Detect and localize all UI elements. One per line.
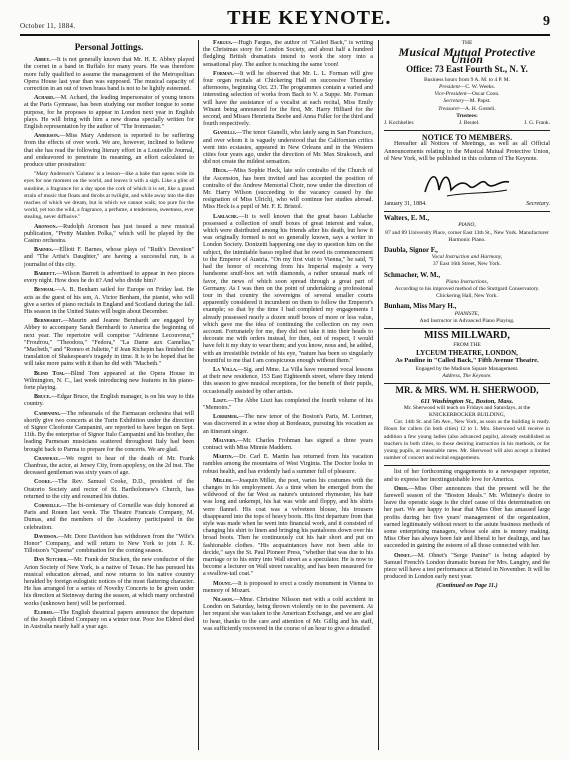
trustee: J. Kochheller.: [384, 120, 415, 127]
jotting-runin: Aronson.: [34, 223, 58, 230]
jotting-text: —M. Ohnet's "Serge Panine" is being adapted by Samuel French's London dramatic bureau for Mrs. Langtry, and the piece will have a test performance at Bristol in November. It will be produced in London early next year.: [384, 552, 550, 581]
millward-engaged: Engaged by the Madison Square Management.: [415, 365, 519, 372]
jotting-text: —Maurin and Jeanne Bernhardt are engaged by Abbey to accompany Sarah Bernhardt to America the beginning of next year. The repertoire will comprise "Adrienne Lecouvreur," "Froufrou," "Theodora," "Fedora," "La Dame aux Camelias," "Macbeth," and "Romeo et Juliette," if Jean Richepin has finished the translation of Shakespeare's tragedy in time. It is to be hoped that he will take more pains with it than he did with "Macbeth.": [24, 318, 194, 368]
jotting-text: —The new tenor of the Boston's Paris, M. Lorimer, was discovered in a wine shop at Bordeaux, pursuing his vocation as an itinerant singer.: [203, 414, 373, 435]
jotting-item: [384, 469, 550, 483]
jotting-runin: Martin.: [213, 454, 234, 461]
sherwood-address: 611 Washington St., Boston, Mass.: [420, 397, 514, 405]
jotting-text: —We regret to hear of the death of Mr. Frank Chanfrau, the actor, at Jersey City, from apoplexy, on the 2d inst. The deceased gentleman was sixty years of age.: [24, 455, 194, 477]
notice-footer: [384, 201, 550, 208]
sherwood-name: MR. & MRS. WM. H. SHERWOOD,: [395, 385, 539, 396]
jotting-item: [24, 271, 194, 285]
business-card: [384, 303, 550, 325]
jotting-text: —Miss Ober announces that the present will be the farewell season of the "Boston Ideals." Mr. Whitney's desire to leave the operatic stage is the chief cause of this determination on her part. We are happy to hear that Miss Ober has amassed large profits during her five years' management of the organization, earned legitimately without resort to the astute business methods of some enterprising managers, whose sole aim is money making. Miss Ober has always been fair and liberal to her dealings, and has succeeded in gaining the esteem of all those connected with her.: [384, 485, 550, 550]
jotting-text: —Blind Tom appeared at the Opera House in Wilmington, N. C., last week introducing new features in his piano-forte playing.: [24, 370, 194, 391]
business-card: [384, 247, 550, 269]
trustee: J. Beutel.: [458, 120, 480, 127]
card-detail: 87 and 89 University Place, corner East 13th St., New York. Manufacturer Harmonic Piano.: [385, 229, 549, 243]
millward-name: MISS MILLWARD,: [424, 330, 510, 342]
jotting-item: [24, 371, 194, 393]
jotting-item: [203, 478, 373, 579]
officers-list: [384, 84, 550, 113]
officer-line: [384, 98, 550, 105]
jotting-text: —Wilson Barrett is advertised to appear in two pieces every night. How does he do it? And who divide him?: [24, 270, 194, 285]
jotting-item: [203, 398, 373, 412]
jotting-runin: Blind Tom.: [34, 370, 65, 377]
card-line: Vocal Instruction and Harmony,: [431, 254, 503, 261]
jotting-item: [384, 553, 550, 582]
union-title: Musical Mutual Protective Union: [398, 45, 536, 67]
officer-role: President: [439, 84, 460, 91]
millward-theatre: LYCEUM THEATRE, LONDON,: [416, 348, 518, 357]
trustee: J. G. Frank.: [524, 120, 550, 127]
officer-role: Secretary: [443, 98, 465, 105]
jotting-runin: Mount.: [213, 580, 232, 587]
jotting-text: —It is well known that the great basso Lablache possessed a collection of snuff boxes of great interest and value, which were distributed among his friends after his death, but how it was originally formed is not so generally known, says a writer in London Society. Donizetti happening one day to question him on the subject, the inimitable basso replied that he owed its commencement to the Emperor of Austria. "On my first visit to Vienna," he said, "I had the honor of receiving from his Imperial majesty a very handsome snuff-box set with diamonds, a rather unusual mark of favor, the news of which soon spread through a great part of Germany. As I was then on the point of undertaking a professional tour in that country the sovereigns of several smaller courts apparently considered it incumbent on them to follow the Emperor's example; so that by the time I had completed my engagements I already possessed nearly a dozen snuff boxes of more or less value, which gave me the idea of continuing the collection on my own account. Fortunately for me, they did not take it into their heads to decorate me with orders instead, for then, out of respect, I would have felt it my duty to wear them; and you know, nous and, he added, with an irresistible twinkle of his eye, "nature has been so singularly bountiful to me that I am conspicuous enough without them.": [203, 213, 373, 364]
jotting-item: [203, 454, 373, 476]
divider: [384, 328, 550, 329]
jotting-runin: Achard.: [34, 95, 55, 102]
card-name: Walters, E. M.,: [384, 214, 430, 223]
jotting-item: [203, 438, 373, 452]
business-card: [384, 215, 550, 244]
jotting-text: —Miss Mary Anderson is reported to be suffering from the effects of over work. We are, however, inclined to believe that she has read the following literary effort in a Louisville Journal, and endeavored to penetrate its meaning, an effort calculated to produce utter prostration:: [24, 133, 194, 169]
jotting-text: —Rudolph Aronson has just issued a new musical publication, "Pretty Maiden Polka," which will be played by the Casino orchestra.: [24, 223, 194, 245]
jotting-text: —It is proposed to erect a costly monument in Vienna to memory of Mozart.: [203, 580, 373, 594]
jotting-text: —M. Achard, the leading impersonator of young tenors at the Paris Gymnase, has been studying our mother tongue to some purpose, for he proposes to appear in London next year in English plays. He will bring with him a new drama specially written for English representation by the author of "The Ironmaster.": [24, 95, 194, 131]
column-divider: [378, 40, 379, 750]
jotting-runin: Barnes.: [34, 247, 54, 254]
trustees-row: [384, 120, 550, 127]
business-card: [384, 272, 550, 301]
notice-heading: NOTICE TO MEMBERS.: [421, 133, 513, 143]
jotting-item: [24, 57, 194, 93]
jotting-runin: Anderson.: [34, 133, 60, 140]
jotting-item: [203, 581, 373, 595]
separator: —: [459, 84, 466, 91]
jotting-runin: Barrett.: [34, 270, 57, 277]
officer-name: M. Papst.: [469, 98, 491, 105]
jotting-text: —Edgar Bruce, the English manager, is on his way to this country.: [24, 394, 194, 408]
jotting-runin: Gianelli.: [213, 130, 237, 137]
separator: —: [464, 98, 470, 105]
millward-address: Address, The Keynote.: [442, 373, 492, 380]
jotting-text: —The English theatrical papers announce the departure of the Joseph Eldred Company on a winter tour. Poor Joe Eldred died in Australia nearly half a year ago.: [24, 609, 194, 631]
page-number: 9: [543, 14, 550, 29]
business-cards: [384, 215, 550, 325]
masthead: [20, 8, 550, 30]
jotting-text: —Mr. Frank der Stucken, the new conductor of the Arion Society of New York, is a native of Texas. He has pursued his musical education abroad, and now returns to his native country heralded by foreign eulogistic notices of the most flattering character. He has arranged for a series of Novelty Concerts to be given under his direction at Steinway during the season, at which many orchestral works (unknown here) will be performed.: [24, 557, 194, 607]
quoted-passage: "Mary Anderson's 'Galatea' is a lesson—like a babe that opens wide its eyes for one moment on the world, and leaves it with a sigh. Like a glint of sunshine, a fragrance for a day upon the cork of which it is set, like a grand strain of music that floats and throbs at twilight, and while away into the dim reaches of which we dream, but in which we cannot walk; too pure for the world, yet too the wild, a fragrance, a perfume, a tenderness, sweetness, ever stealing, never diffusive.": [24, 171, 194, 221]
jotting-runin: Miller.: [213, 477, 233, 484]
jotting-runin: Malvern.: [213, 437, 237, 444]
jotting-item: [24, 224, 194, 246]
jotting-runin: Cooke.: [34, 479, 52, 486]
divider: [384, 211, 550, 212]
jotting-runin: Corneille.: [34, 502, 62, 509]
jotting-runin: Fargus.: [213, 40, 233, 46]
jotting-item: [203, 71, 373, 129]
jotting-runin: Bruce.: [34, 394, 51, 401]
signature-icon: [417, 166, 517, 200]
jotting-item: [384, 486, 550, 551]
jotting-item: [24, 95, 194, 131]
jotting-runin: Campanini.: [34, 410, 61, 417]
officer-name: C. W. Weeks.: [465, 84, 495, 91]
jotting-item: [24, 534, 194, 556]
column-1: [24, 40, 194, 750]
ad-kicker: THE: [461, 40, 473, 46]
newspaper-title: THE KEYNOTE.: [227, 7, 392, 29]
sherwood-text: Mr. Sherwood will teach on Fridays and Saturdays, at the KNICKERBOCKER BUILDING,: [403, 404, 531, 418]
jotting-text: —Hugh Fargus, the author of "Called Back," is writing the Christmas story for London Society, and about half a hundred fledgling British dramatists intend to work the story into a sensational play. The author is reaching the same 'coon!: [203, 40, 373, 68]
card-detail: According to his improved method of the Stuttgard Conservatory. Chickering Hall, New York.: [394, 286, 540, 300]
jotting-item: [24, 610, 194, 632]
jotting-item: [24, 133, 194, 169]
business-hours: Business hours from 9 A. M. to 4 P. M.: [423, 76, 511, 83]
column-divider: [198, 40, 199, 750]
notice-text: Hereafter all Notices of Meetings, as well as all Official Announcements relating to the Musical Mutual Protective Union, of New York, will be published in this column of The Keynote.: [384, 141, 550, 162]
jotting-runin: Heck.: [213, 168, 228, 175]
jotting-item: [24, 287, 194, 316]
officer-name: Oscar Coon.: [472, 91, 500, 98]
section-heading: Personal Jottings.: [74, 42, 144, 52]
jotting-text: —Joaquin Miller, the poet, varies his costumes with the changes in his employment. As a time when he emerged from the wildwood of the far West as nature's untutored rhymester, his hair was long and unkempt, his hat was wide and floppy, and his shirts were flannel. His coat was a velveteen blouse, his trousers disappeared into the tops of heavy boots. His first departure from that style was made when he went into financial work, and it consisted of changing his shirt to linen and bringing his pantaloons down over his broad boots. Then he continuously cut his hair short and put on fashionable clothes. "His acquaintances have not been able to decide," says the St. Paul Pioneer Press, "whether that was due to his marriage or to his entry into Wall street as a speculator. He is now to become a lecturer on Wall street rascality, and has been measured for a swallow-tail coat.": [203, 477, 373, 578]
jotting-item: [203, 597, 373, 633]
jotting-item: [24, 394, 194, 408]
separator: —: [466, 91, 473, 98]
jotting-text: —Dr. Carl E. Martin has returned from his vacation rambles among the mountains of West Virginia. The Doctor looks in robust health, and has evidently had a summer full of pleasure.: [203, 454, 373, 475]
jotting-runin: Chanfrau.: [34, 455, 60, 462]
jotting-text: —Mr. Dore Davidson has withdrawn from the "Wife's Honor" Company, and will return to New York to join J. K. Tillotson's "Queena" combination for the coming season.: [24, 533, 194, 555]
jotting-text: list of her forthcoming engagements to a newspaper reporter, and to express her inextinguishable love for America.: [384, 469, 550, 483]
card-detail: And Instructor in Advanced Piano Playing.: [419, 317, 515, 324]
jotting-text: —The Abbe Liszt has completed the fourth volume of his "Memoirs.": [203, 397, 373, 411]
jotting-text: —The tenor Gianelli, who lately sang in San Francisco, and over whom it is vaguely understood that the Californian critics went into ecstasies, appeared in New Orleans and in the Western cities four years ago, under the direction of Mr. Max Strakosch, and did not create the mildest sensation.: [203, 130, 373, 166]
continued-note: (Continued on Page 11.): [436, 583, 498, 590]
jotting-runin: Eldred.: [34, 609, 54, 616]
jotting-item: [203, 130, 373, 166]
column-2: [203, 40, 373, 750]
jotting-runin: La Villa.: [213, 366, 238, 373]
millward-role: As Pauline in "Called Back," Fifth Avenue Theatre.: [395, 356, 539, 364]
jotting-runin: Lorrimer.: [213, 414, 239, 421]
officer-line: [384, 91, 550, 98]
jotting-text: —It will be observed that Mr. L. L. Forman will give four organ recitals at Chickering Hall on successive Thursday afternoons, beginning Oct. 23. The programmes contain a varied and interesting selection of works from Bach to V. a Suppe. Mr. Forman will have the assistance of a vocalist at each recital, Miss Emily Winant being announced for the first, Mr. Harry Hilliard for the second, and Misses Henrietta Beebe and Anna Fuller for the third and fourth respectively.: [203, 70, 373, 128]
jotting-item: [203, 40, 373, 69]
jotting-text: —A. B. Benham sailed for Europe on Friday last. He acts as the guest of his son, A. Victor Benham, the pianist, who will give a series of piano recitals in England and Scotland during the fall. His season in the United States will begin about December.: [24, 287, 194, 315]
card-name: Schmacher, W. M.,: [384, 270, 441, 279]
jotting-runin: Lablache.: [213, 213, 239, 220]
divider: [384, 383, 550, 384]
jotting-runin: Benham.: [34, 287, 55, 294]
jottings-list: [384, 469, 550, 581]
card-line: Piano Instructions,: [445, 278, 489, 285]
jottings-list: [24, 57, 194, 631]
jotting-text: —The rehearsals of the Farmacan orchestra that will shortly give two concerts at the Turin Exhibition under the direction of Signor Cleofonte Campanini, are reported to have begun on Sept. 11th. By the enterprise of Signor Italo Campanini and his brother, the leading Parmesan musicians scattered throughout Italy had been brought back to Parma to prepare for the concerts. We are glad.: [24, 410, 194, 453]
trustees-label: Trustees:: [456, 112, 478, 119]
divider: [384, 130, 550, 131]
jotting-runin: Nilsson.: [213, 597, 234, 604]
jotting-item: [24, 557, 194, 607]
divider: [384, 465, 550, 466]
separator: —: [459, 105, 466, 112]
officer-role: Treasurer: [438, 105, 460, 112]
jotting-item: [24, 456, 194, 478]
jotting-runin: Ohnet.: [394, 552, 412, 559]
card-detail: 37 East 16th Street, New York.: [432, 261, 502, 268]
officer-line: [384, 106, 550, 113]
jotting-item: [24, 318, 194, 368]
secretary-signature: [384, 165, 550, 201]
millward-from: FROM THE: [453, 342, 481, 349]
officer-line: [384, 84, 550, 91]
jotting-runin: Ober.: [394, 485, 409, 492]
card-line: PIANISTE,: [454, 310, 480, 317]
jotting-runin: Bernhardt.: [34, 318, 63, 325]
jotting-runin: Davidson.: [34, 533, 58, 540]
union-office: Office: 73 East Fourth St., N. Y.: [406, 63, 528, 74]
jotting-runin: Forman.: [213, 70, 234, 77]
issue-date: October 11, 1884.: [20, 22, 76, 30]
officer-role: Vice-President: [434, 91, 467, 98]
jotting-item: [203, 168, 373, 211]
column-3: [384, 40, 550, 750]
notice-date: January 31, 1884.: [384, 201, 427, 208]
jotting-text: —The bi-centenary of Corneille was duly honored at Paris and Rouen last week. The Theatre Francais Company, M. Dumas, and the members of the Academy participated in the celebration.: [24, 502, 194, 531]
card-line: PIANO,: [458, 222, 476, 229]
jotting-item: [203, 367, 373, 396]
masthead-rule: [20, 34, 550, 36]
sherwood-more: Cor. 14th St. and 5th Ave., New York, as soon as the building is ready. Hours for callers (in both cities) 12 to 1. Mrs. Sherwood will receive in addition a few young ladies (also advanced pupils), already established as teachers in both cities, to those desiring instruction in his methods, or for young pupils, at reasonable rates. Mr. Sherwood will also accept a limited number of concert and recital engagements.: [384, 419, 550, 462]
jotting-runin: Dan Sutcher.: [34, 557, 68, 564]
secretary-label: Secretary.: [526, 201, 550, 208]
jotting-item: [203, 214, 373, 365]
jotting-text: —The Rev. Samuel Cooke, D.D., president of the Oratorio Society and rector of St. Bartholomew's Church, has returned to the city and resumed his duties.: [24, 479, 194, 500]
jotting-runin: Liszt.: [213, 397, 228, 404]
jotting-item: [24, 503, 194, 532]
officer-name: A. H. Gosteli.: [465, 105, 496, 112]
jotting-text: —Mr. Charles Frohman has signed a three years contract with Miss Minnie Maddern.: [203, 437, 373, 451]
jotting-item: [24, 479, 194, 501]
jottings-list: [203, 40, 373, 633]
jotting-text: —Elliott F. Barnes, whose plays of "Ruth's Devotion" and "The Artist's Daughter," are having a successful run, is a journalist of this city.: [24, 247, 194, 268]
jotting-runin: Abbey.: [34, 57, 51, 64]
jotting-item: [203, 414, 373, 436]
jotting-text: —Mme. Christine Nilsson met with a cold accident in London on Saturday, being thrown violently on to the pavement. At her request she was taken to the American Exchange, and we are glad to hear, thanks to the care and attention of Mr. Gillig and his staff, was sufficiently recovered in the course of an hour to give a detailed: [203, 597, 373, 632]
jotting-item: [24, 411, 194, 454]
card-name: Bunham, Miss Mary H.,: [384, 302, 457, 311]
jotting-text: —Sig. and Mme. La Villa have resumed vocal lessons at their new residence, 153 East Eighteenth street, where they intend this season to give musical receptions, for the benefit of their pupils, occasionally assisted by other artists.: [203, 366, 373, 395]
jotting-text: —It is not generally known that Mr. H. E. Abbey played the cornet in a band in Buffalo for many years. He was therefore more fully qualified to assume the management of the Metropolitan Opera House last year than was supposed. The musical capacity of correction in an out of town brass band is not to be lightly esteemed.: [24, 57, 194, 93]
jotting-item: [24, 247, 194, 269]
jotting-text: —Miss Sophie Heck, late solo contralto of the Church of the Ascension, has been invited and has accepted the position of contralto of the Andrew Memorial Choir, now under the direction of Mr. Harry Wilson (succeeding to the vacancy caused by the resignation of Miss Ulrich), who will continue her studies abroad. Miss Heck is a pupil of Mr. F. E. Bristol.: [203, 168, 373, 211]
card-name: Daubla, Signor F.,: [384, 246, 438, 255]
